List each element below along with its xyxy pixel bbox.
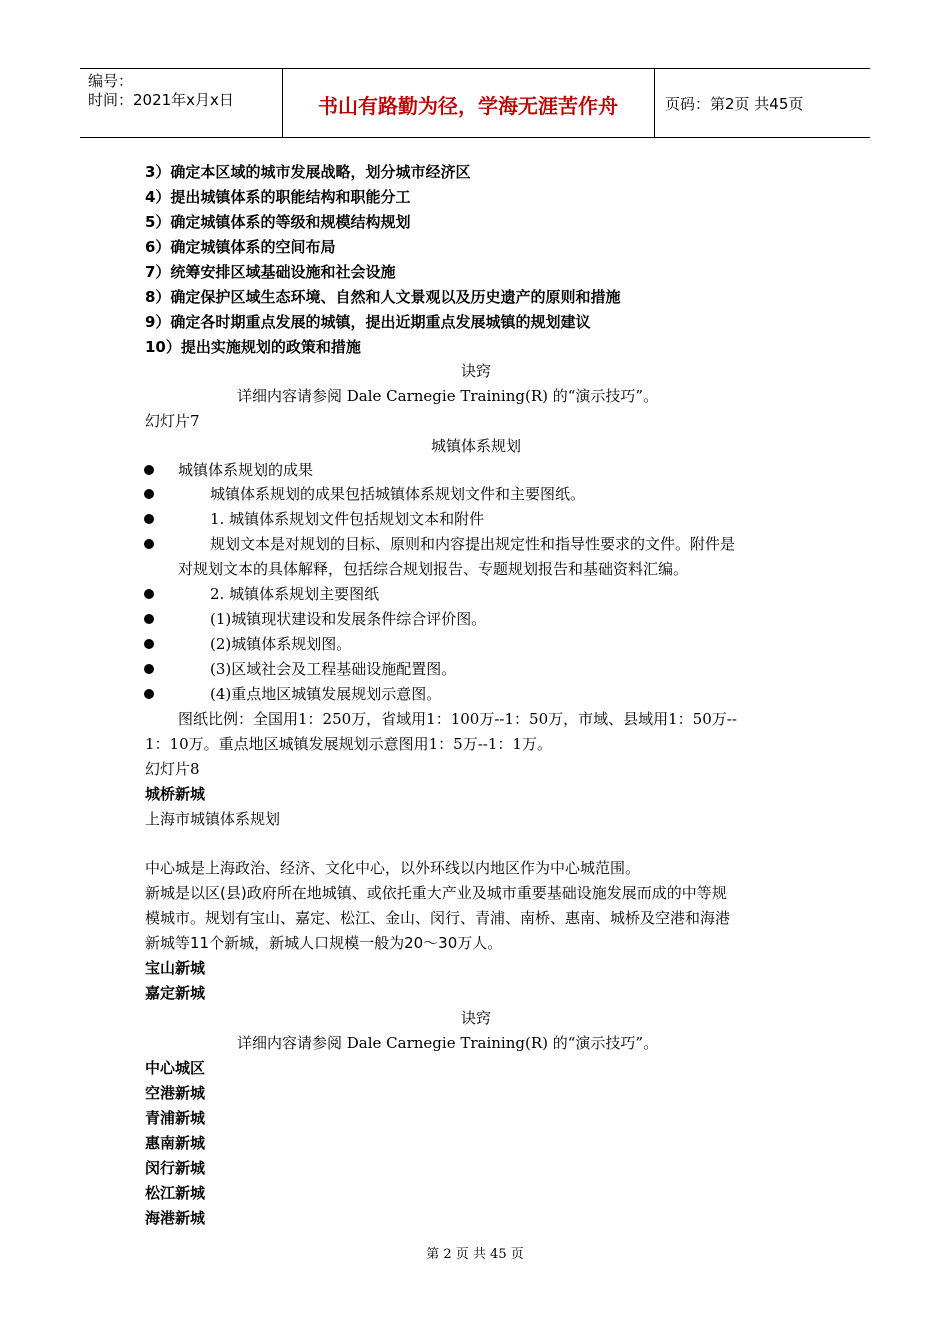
serial-number-label: 编号： — [88, 72, 134, 90]
bullet-text: 城镇体系规划的成果 — [178, 461, 314, 479]
numbered-item: 10）提出实施规划的政策和措施 — [145, 338, 361, 356]
scale-text: 图纸比例：全国用1：250万，省域用1：100万--1：50万，市域、县域用1：50万-- — [178, 710, 737, 728]
paragraph: 新城等11个新城，新城人口规模一般为20～30万人。 — [145, 934, 503, 952]
bullet-icon — [144, 689, 154, 699]
bullet-text: 城镇体系规划的成果包括城镇体系规划文件和主要图纸。 — [210, 485, 586, 503]
tip-text: 详细内容请参阅 Dale Carnegie Training(R) 的“演示技巧”。 — [237, 1034, 659, 1052]
paragraph: 新城是以区(县)政府所在地城镇、或依托重大产业及城市重要基础设施发展而成的中等规 — [145, 884, 727, 902]
city-item: 惠南新城 — [145, 1134, 206, 1152]
section-heading: 城桥新城 — [145, 785, 206, 803]
header-page-cell — [655, 69, 870, 137]
bullet-text: 2. 城镇体系规划主要图纸 — [210, 585, 380, 603]
numbered-item: 3）确定本区域的城市发展战略，划分城市经济区 — [145, 163, 471, 181]
bullet-text: (1)城镇现状建设和发展条件综合评价图。 — [210, 610, 487, 628]
city-item: 闵行新城 — [145, 1159, 206, 1177]
numbered-item: 9）确定各时期重点发展的城镇，提出近期重点发展城镇的规划建议 — [145, 313, 591, 331]
city-item: 嘉定新城 — [145, 984, 206, 1002]
tip-text: 详细内容请参阅 Dale Carnegie Training(R) 的“演示技巧”。 — [237, 387, 659, 405]
tip-title: 诀窍 — [460, 1009, 491, 1027]
bullet-icon — [144, 639, 154, 649]
paragraph: 模城市。规划有宝山、嘉定、松江、金山、闵行、青浦、南桥、惠南、城桥及空港和海港 — [145, 909, 731, 927]
city-item: 海港新城 — [145, 1209, 206, 1227]
document-header — [80, 68, 870, 138]
bullet-text: 规划文本是对规划的目标、原则和内容提出规定性和指导性要求的文件。附件是 — [210, 535, 736, 553]
page-footer: 第 2 页 共 45 页 — [426, 1247, 524, 1262]
slide-title: 城镇体系规划 — [430, 437, 521, 455]
paragraph: 中心城是上海政治、经济、文化中心，以外环线以内地区作为中心城范围。 — [145, 859, 641, 877]
numbered-item: 4）提出城镇体系的职能结构和职能分工 — [145, 188, 411, 206]
tip-title: 诀窍 — [460, 362, 491, 380]
bullet-text: 1. 城镇体系规划文件包括规划文本和附件 — [210, 510, 485, 528]
bullet-icon — [144, 489, 154, 499]
city-item: 中心城区 — [145, 1059, 206, 1077]
numbered-item: 5）确定城镇体系的等级和规模结构规划 — [145, 213, 411, 231]
header-motto-cell — [282, 69, 655, 137]
numbered-item: 8）确定保护区域生态环境、自然和人文景观以及历史遗产的原则和措施 — [145, 288, 621, 306]
numbered-item: 6）确定城镇体系的空间布局 — [145, 238, 336, 256]
bullet-icon — [144, 664, 154, 674]
header-info-cell — [80, 69, 283, 137]
city-item: 宝山新城 — [145, 959, 206, 977]
city-item: 空港新城 — [145, 1084, 206, 1102]
numbered-item: 7）统筹安排区域基础设施和社会设施 — [145, 263, 396, 281]
city-item: 青浦新城 — [145, 1109, 206, 1127]
slide-label: 幻灯片8 — [145, 760, 200, 778]
bullet-icon — [144, 539, 154, 549]
bullet-text: (2)城镇体系规划图。 — [210, 635, 352, 653]
bullet-text: (4)重点地区城镇发展规划示意图。 — [210, 685, 442, 703]
bullet-icon — [144, 614, 154, 624]
date-label: 时间：2021年x月x日 — [88, 91, 234, 109]
city-item: 松江新城 — [145, 1184, 206, 1202]
slide-label: 幻灯片7 — [145, 412, 200, 430]
section-subheading: 上海市城镇体系规划 — [145, 810, 281, 828]
bullet-text: (3)区域社会及工程基础设施配置图。 — [210, 660, 457, 678]
bullet-text-continued: 对规划文本的具体解释，包括综合规划报告、专题规划报告和基础资料汇编。 — [178, 560, 689, 578]
bullet-icon — [144, 465, 154, 475]
bullet-icon — [144, 514, 154, 524]
bullet-icon — [144, 589, 154, 599]
page-count-label: 页码：第2页 共45页 — [665, 95, 804, 113]
scale-text: 1：10万。重点地区城镇发展规划示意图用1：5万--1：1万。 — [145, 735, 552, 753]
motto-text: 书山有路勤为径，学海无涯苦作舟 — [318, 94, 618, 118]
